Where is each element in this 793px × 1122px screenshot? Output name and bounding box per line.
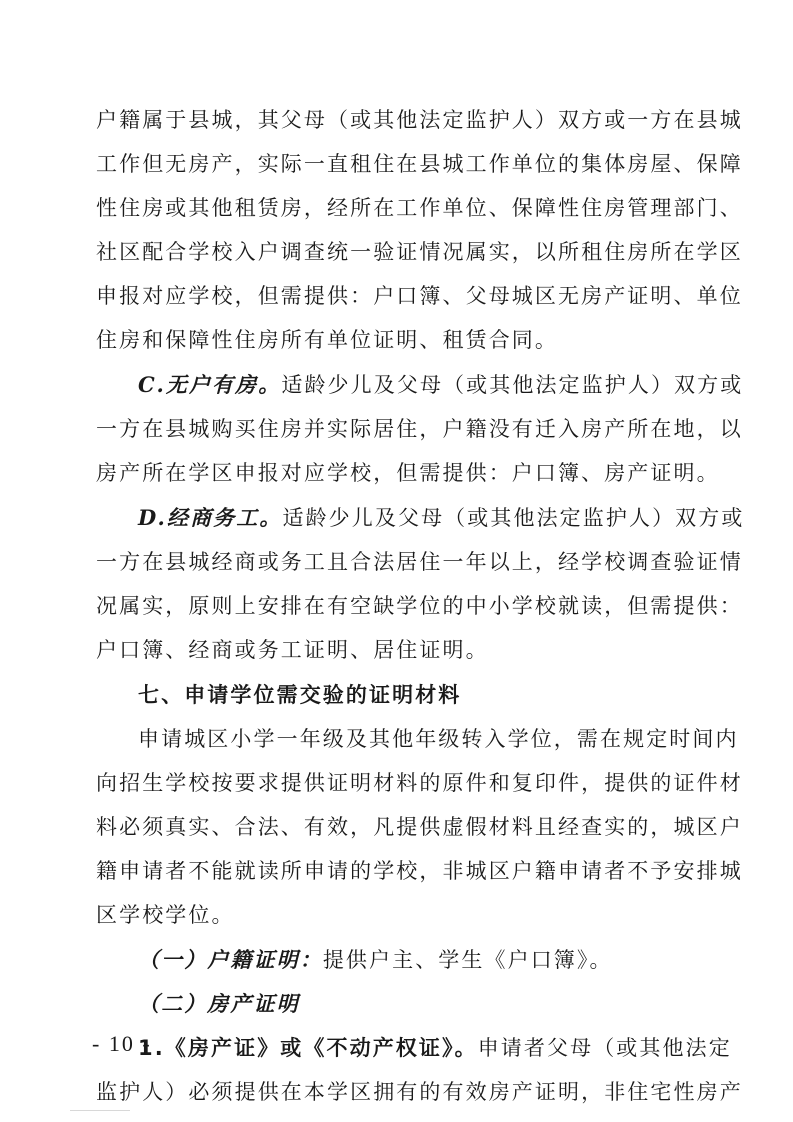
text-line: [138, 504, 748, 532]
text-span: 住房和保障性住房所有单位证明、租赁合同。: [96, 328, 558, 352]
subsection-heading: [138, 990, 748, 1018]
text-span: （二）房产证明: [138, 991, 300, 1016]
text-line: [96, 813, 743, 841]
text-line: [96, 901, 706, 929]
page-number: - 10 -: [92, 1031, 152, 1056]
text-line: [96, 592, 743, 620]
text-line: [96, 459, 720, 487]
text-line: [96, 282, 743, 310]
text-span: （一）户籍证明：: [138, 947, 323, 972]
text-line: [96, 857, 743, 885]
text-span: 料必须真实、合法、有效，凡提供虚假材料且经查实的，城区户: [96, 815, 743, 839]
text-span: 况属实，原则上安排在有空缺学位的中小学校就读，但需提供：: [96, 594, 743, 618]
text-span: 社区配合学校入户调查统一验证情况属实，以所租住房所在学区: [96, 240, 743, 264]
text-line: [96, 769, 743, 797]
text-span: 适龄少儿及父母（或其他法定监护人）双方或: [282, 506, 745, 530]
text-span: 1.《房产证》或《不动产权证》。: [138, 1036, 478, 1060]
text-span: 性住房或其他租赁房，经所在工作单位、保障性住房管理部门、: [96, 196, 743, 220]
text-line: [96, 106, 743, 134]
text-span: C.无户有房。: [138, 372, 282, 397]
text-span: 一方在县城购买住房并实际居住，户籍没有迁入房产所在地，以: [96, 417, 743, 441]
text-line: [96, 238, 743, 266]
text-span: 申请城区小学一年级及其他年级转入学位，需在规定时间内: [138, 727, 739, 751]
text-line: [96, 548, 743, 576]
text-span: 籍申请者不能就读所申请的学校，非城区户籍申请者不予安排城: [96, 859, 743, 883]
text-span: 户籍属于县城，其父母（或其他法定监护人）双方或一方在县城: [96, 108, 743, 132]
text-line: [96, 194, 743, 222]
text-span: 房产所在学区申报对应学校，但需提供：户口簿、房产证明。: [96, 461, 720, 485]
text-span: D.经商务工。: [138, 505, 283, 530]
text-line: [96, 1078, 743, 1106]
text-line: [96, 326, 706, 354]
text-span: 七、申请学位需交验的证明材料: [138, 683, 462, 707]
text-span: 申请者父母（或其他法定: [477, 1036, 732, 1060]
text-span: 申报对应学校，但需提供：户口簿、父母城区无房产证明、单位: [96, 284, 743, 308]
text-span: 区学校学位。: [96, 903, 235, 927]
text-span: 向招生学校按要求提供证明材料的原件和复印件，提供的证件材: [96, 771, 743, 795]
text-span: 提供户主、学生《户口簿》。: [322, 948, 613, 972]
text-line: [96, 415, 743, 443]
text-span: 一方在县城经商或务工且合法居住一年以上，经学校调查验证情: [96, 550, 743, 574]
text-span: 工作但无房产，实际一直租住在县城工作单位的集体房屋、保障: [96, 152, 743, 176]
text-line: [138, 371, 748, 399]
text-line: [138, 725, 748, 753]
text-line: [96, 636, 706, 664]
text-span: 适龄少儿及父母（或其他法定监护人）双方或: [281, 373, 744, 397]
text-span: 监护人）必须提供在本学区拥有的有效房产证明，非住宅性房产: [96, 1080, 743, 1104]
text-line: [96, 150, 743, 178]
section-heading: [138, 681, 748, 709]
scan-artifact: [70, 1110, 130, 1111]
text-line: [138, 946, 748, 974]
text-span: 户口簿、经商或务工证明、居住证明。: [96, 638, 489, 662]
text-line: [138, 1034, 748, 1062]
